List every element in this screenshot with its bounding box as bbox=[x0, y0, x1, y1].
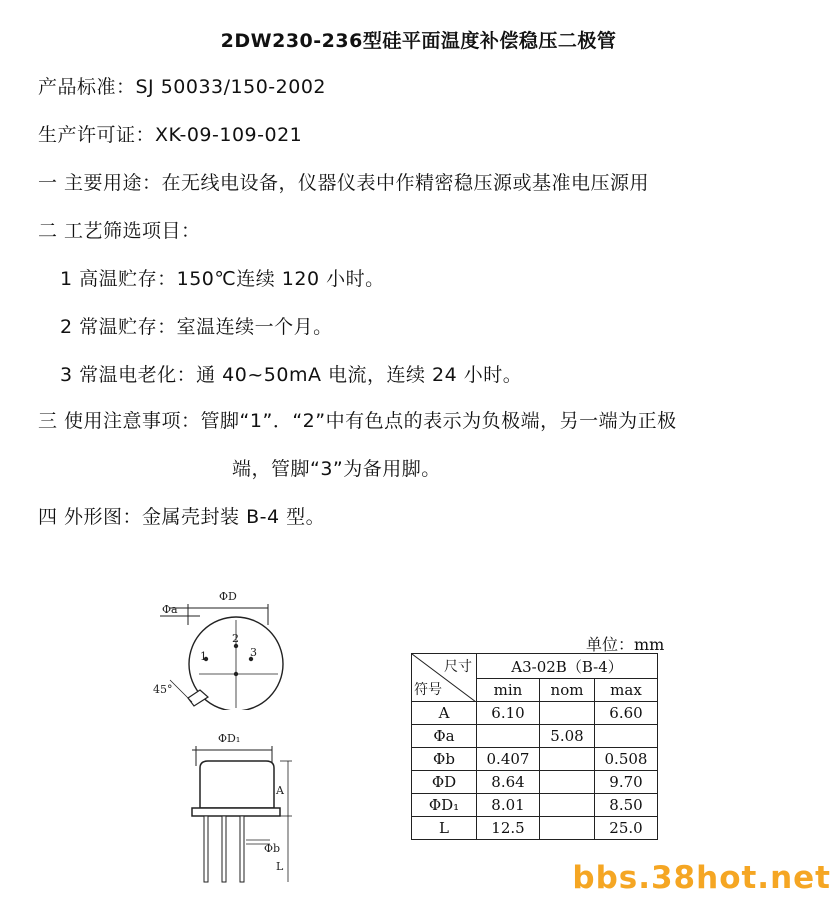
table-row bbox=[412, 702, 658, 725]
row-nom bbox=[540, 794, 595, 817]
header-min: min bbox=[477, 679, 540, 702]
row-min: 6.10 bbox=[477, 702, 540, 725]
table-row bbox=[412, 748, 658, 771]
row-nom bbox=[540, 748, 595, 771]
usage-notes-line-1: 三 使用注意事项：管脚“1”．“2”中有色点的表示为负极端，另一端为正极 bbox=[38, 410, 677, 432]
header-max: max bbox=[595, 679, 658, 702]
row-max: 8.50 bbox=[595, 794, 658, 817]
corner-header-cell bbox=[412, 654, 477, 702]
row-nom bbox=[540, 771, 595, 794]
row-max: 6.60 bbox=[595, 702, 658, 725]
row-symbol: ΦD bbox=[412, 771, 477, 794]
pin-2-label: 2 bbox=[232, 632, 239, 645]
table-row bbox=[412, 771, 658, 794]
row-symbol: ΦD₁ bbox=[412, 794, 477, 817]
row-symbol: Φa bbox=[412, 725, 477, 748]
row-min: 8.64 bbox=[477, 771, 540, 794]
package-header: A3-02B（B-4） bbox=[477, 654, 658, 679]
row-symbol: Φb bbox=[412, 748, 477, 771]
header-nom: nom bbox=[540, 679, 595, 702]
main-usage: 一 主要用途：在无线电设备，仪器仪表中作精密稳压源或基准电压源用 bbox=[38, 172, 650, 194]
row-symbol: A bbox=[412, 702, 477, 725]
row-min: 0.407 bbox=[477, 748, 540, 771]
row-symbol: L bbox=[412, 817, 477, 840]
row-max bbox=[595, 725, 658, 748]
phi-b-label: Φb bbox=[264, 842, 281, 855]
row-nom bbox=[540, 702, 595, 725]
table-row bbox=[412, 817, 658, 840]
dimension-table bbox=[411, 653, 658, 840]
side-view-diagram bbox=[180, 728, 300, 886]
screening-item-1: 1 高温贮存：150℃连续 120 小时。 bbox=[60, 268, 385, 290]
usage-notes-line-2: 端，管脚“3”为备用脚。 bbox=[232, 458, 441, 480]
production-license: 生产许可证：XK-09-109-021 bbox=[38, 124, 303, 146]
row-min: 12.5 bbox=[477, 817, 540, 840]
phi-d-label: ΦD bbox=[219, 590, 237, 603]
screening-item-2: 2 常温贮存：室温连续一个月。 bbox=[60, 316, 333, 338]
corner-symbol-label: 符号 bbox=[414, 682, 442, 698]
dim-a-label: A bbox=[276, 784, 284, 797]
row-min bbox=[477, 725, 540, 748]
angle-label: 45° bbox=[153, 683, 173, 696]
row-max: 0.508 bbox=[595, 748, 658, 771]
screening-title: 二 工艺筛选项目： bbox=[38, 220, 201, 242]
dim-l-label: L bbox=[276, 860, 284, 873]
row-min: 8.01 bbox=[477, 794, 540, 817]
corner-size-label: 尺寸 bbox=[444, 659, 472, 675]
unit-label: 单位：mm bbox=[586, 635, 665, 654]
pin-1-label: 1 bbox=[200, 650, 207, 663]
row-max: 25.0 bbox=[595, 817, 658, 840]
row-max: 9.70 bbox=[595, 771, 658, 794]
screening-item-3: 3 常温电老化：通 40~50mA 电流，连续 24 小时。 bbox=[60, 364, 523, 386]
document-title: 2DW230-236型硅平面温度补偿稳压二极管 bbox=[220, 30, 617, 52]
watermark-text: bbs.38hot.net bbox=[572, 860, 831, 896]
phi-a-label: Φa bbox=[162, 603, 178, 616]
row-nom bbox=[540, 817, 595, 840]
row-nom: 5.08 bbox=[540, 725, 595, 748]
outline-title: 四 外形图：金属壳封装 B-4 型。 bbox=[38, 506, 326, 528]
product-standard: 产品标准：SJ 50033/150-2002 bbox=[38, 76, 327, 98]
pin-3-label: 3 bbox=[250, 646, 257, 659]
top-view-diagram bbox=[140, 580, 300, 710]
phi-d1-label: ΦD₁ bbox=[218, 732, 241, 745]
table-row bbox=[412, 725, 658, 748]
table-row bbox=[412, 794, 658, 817]
